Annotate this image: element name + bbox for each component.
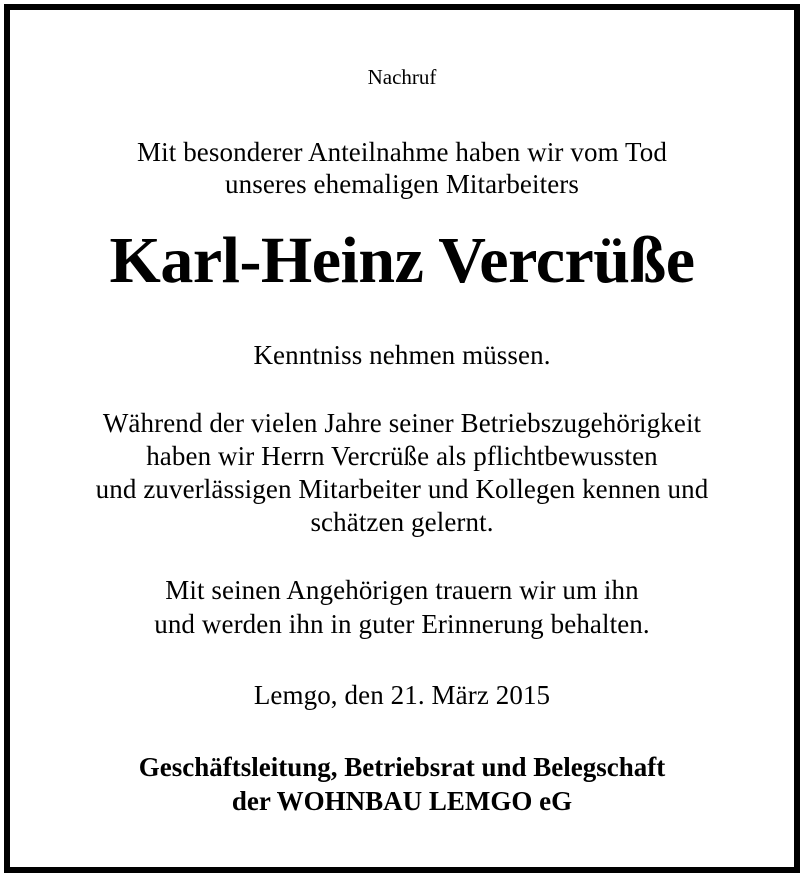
tribute-line-1: Während der vielen Jahre seiner Betriebszugehörigkeit (102, 408, 702, 438)
mourning-line-1: Mit seinen Angehörigen trauern wir um ihn (165, 575, 639, 605)
mourning-line-2: und werden ihn in guter Erinnerung behalten. (154, 609, 650, 639)
intro-line-2: unseres ehemaligen Mitarbeiters (225, 169, 579, 199)
notice-heading: Nachruf (367, 65, 437, 89)
signature-line-2: der WOHNBAU LEMGO eG (231, 786, 573, 816)
obituary-border-frame (4, 4, 800, 873)
tribute-line-3: und zuverlässigen Mitarbeiter und Kollegen kennen und (95, 474, 709, 504)
signature-line-1: Geschäftsleitung, Betriebsrat und Belegschaft (138, 752, 666, 782)
tribute-line-4: schätzen gelernt. (310, 507, 494, 537)
place-date: Lemgo, den 21. März 2015 (253, 680, 551, 710)
deceased-name: Karl-Heinz Vercrüße (109, 224, 695, 297)
after-name-line: Kenntniss nehmen müssen. (253, 340, 551, 370)
tribute-line-2: haben wir Herrn Vercrüße als pflichtbewussten (146, 441, 658, 471)
intro-line-1: Mit besonderer Anteilnahme haben wir vom Tod (137, 137, 667, 167)
obituary-content (10, 10, 794, 867)
